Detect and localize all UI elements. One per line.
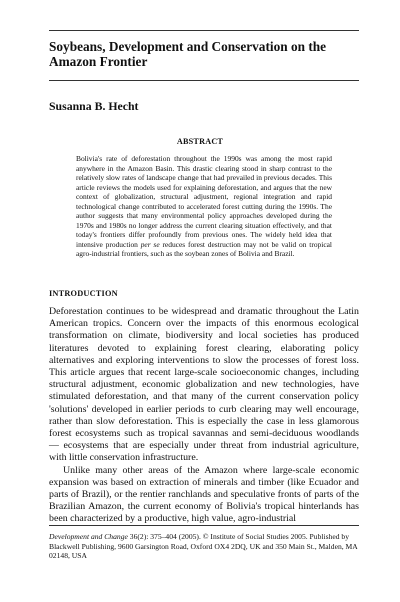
body-paragraph-2: Unlike many other areas of the Amazon where large-scale economic expansion was based on extraction of minerals and timber (like Ecuador and parts of Brazil), or the rentier ranchlands and speculative fronts of parts of the Brazilian Amazon, the current economy of Bolivia's tropical hinterlands has been characterized by a productive, high value, agro-industrial: [49, 464, 359, 525]
journal-name: Development and Change: [49, 532, 128, 541]
section-heading-introduction: INTRODUCTION: [49, 289, 118, 298]
article-title: Soybeans, Development and Conservation on the Amazon Frontier: [49, 39, 327, 69]
body-text: [49, 306, 359, 526]
citation-footer: [49, 532, 359, 561]
abstract-text-part-1: Bolivia's rate of deforestation throughout the 1990s was among the most rapid anywhere in the Amazon Basin. This drastic clearing stood in sharp contrast to the relatively slow rates of landscape change that had prevailed in previous decades. This article reviews the models used for explaining deforestation, and argues that the new context of globalization, structural adjustment, regional integration and rapid technological change contributed to accelerated forest cutting during the 1990s. The author suggests that many environmental policy approaches developed during the 1970s and 1980s no longer address the current clearing situation effectively, and that today's frontiers differ profoundly from previous ones. The widely held idea that intensive production: [76, 154, 332, 249]
footer-rule: [49, 525, 359, 526]
author-name: Susanna B. Hecht: [49, 99, 139, 113]
abstract-text-part-2: reduces forest destruction may not be valid on tropical agro-industrial frontiers, such as the soybean zones of Bolivia and Brazil.: [76, 239, 332, 258]
abstract-text: [76, 154, 332, 259]
citation-text: 36(2): 375–404 (2005). © Institute of Social Studies 2005. Published by Blackwell Publishing, 9600 Garsington Road, Oxford OX4 2DQ, UK and 350 Main St., Malden, MA 02148, USA: [49, 532, 358, 561]
body-paragraph-1: Deforestation continues to be widespread and dramatic throughout the Latin American tropics. Concern over the impacts of this enormous ecological transformation on climate, biodiversity and local societies has produced literatures devoted to explaining forest clearing, elaborating policy alternatives and exploring interventions to slow the processes of forest loss. This article argues that recent large-scale socioeconomic changes, including structural adjustment, economic globalization and new technologies, have stimulated deforestation, and that many of the current conservation policy 'solutions' developed in earlier periods to curb clearing may well encourage, rather than slow deforestation. This is especially the case in less glamorous forest ecosystems such as tropical savannas and semi-deciduous woodlands — ecosystems that are especially under threat from industrial agriculture, with little conservation infrastructure.: [49, 306, 359, 464]
abstract-italic-phrase: per se: [140, 239, 160, 249]
abstract-heading: ABSTRACT: [176, 137, 224, 146]
top-rule: [49, 30, 359, 31]
title-rule: [49, 80, 359, 81]
